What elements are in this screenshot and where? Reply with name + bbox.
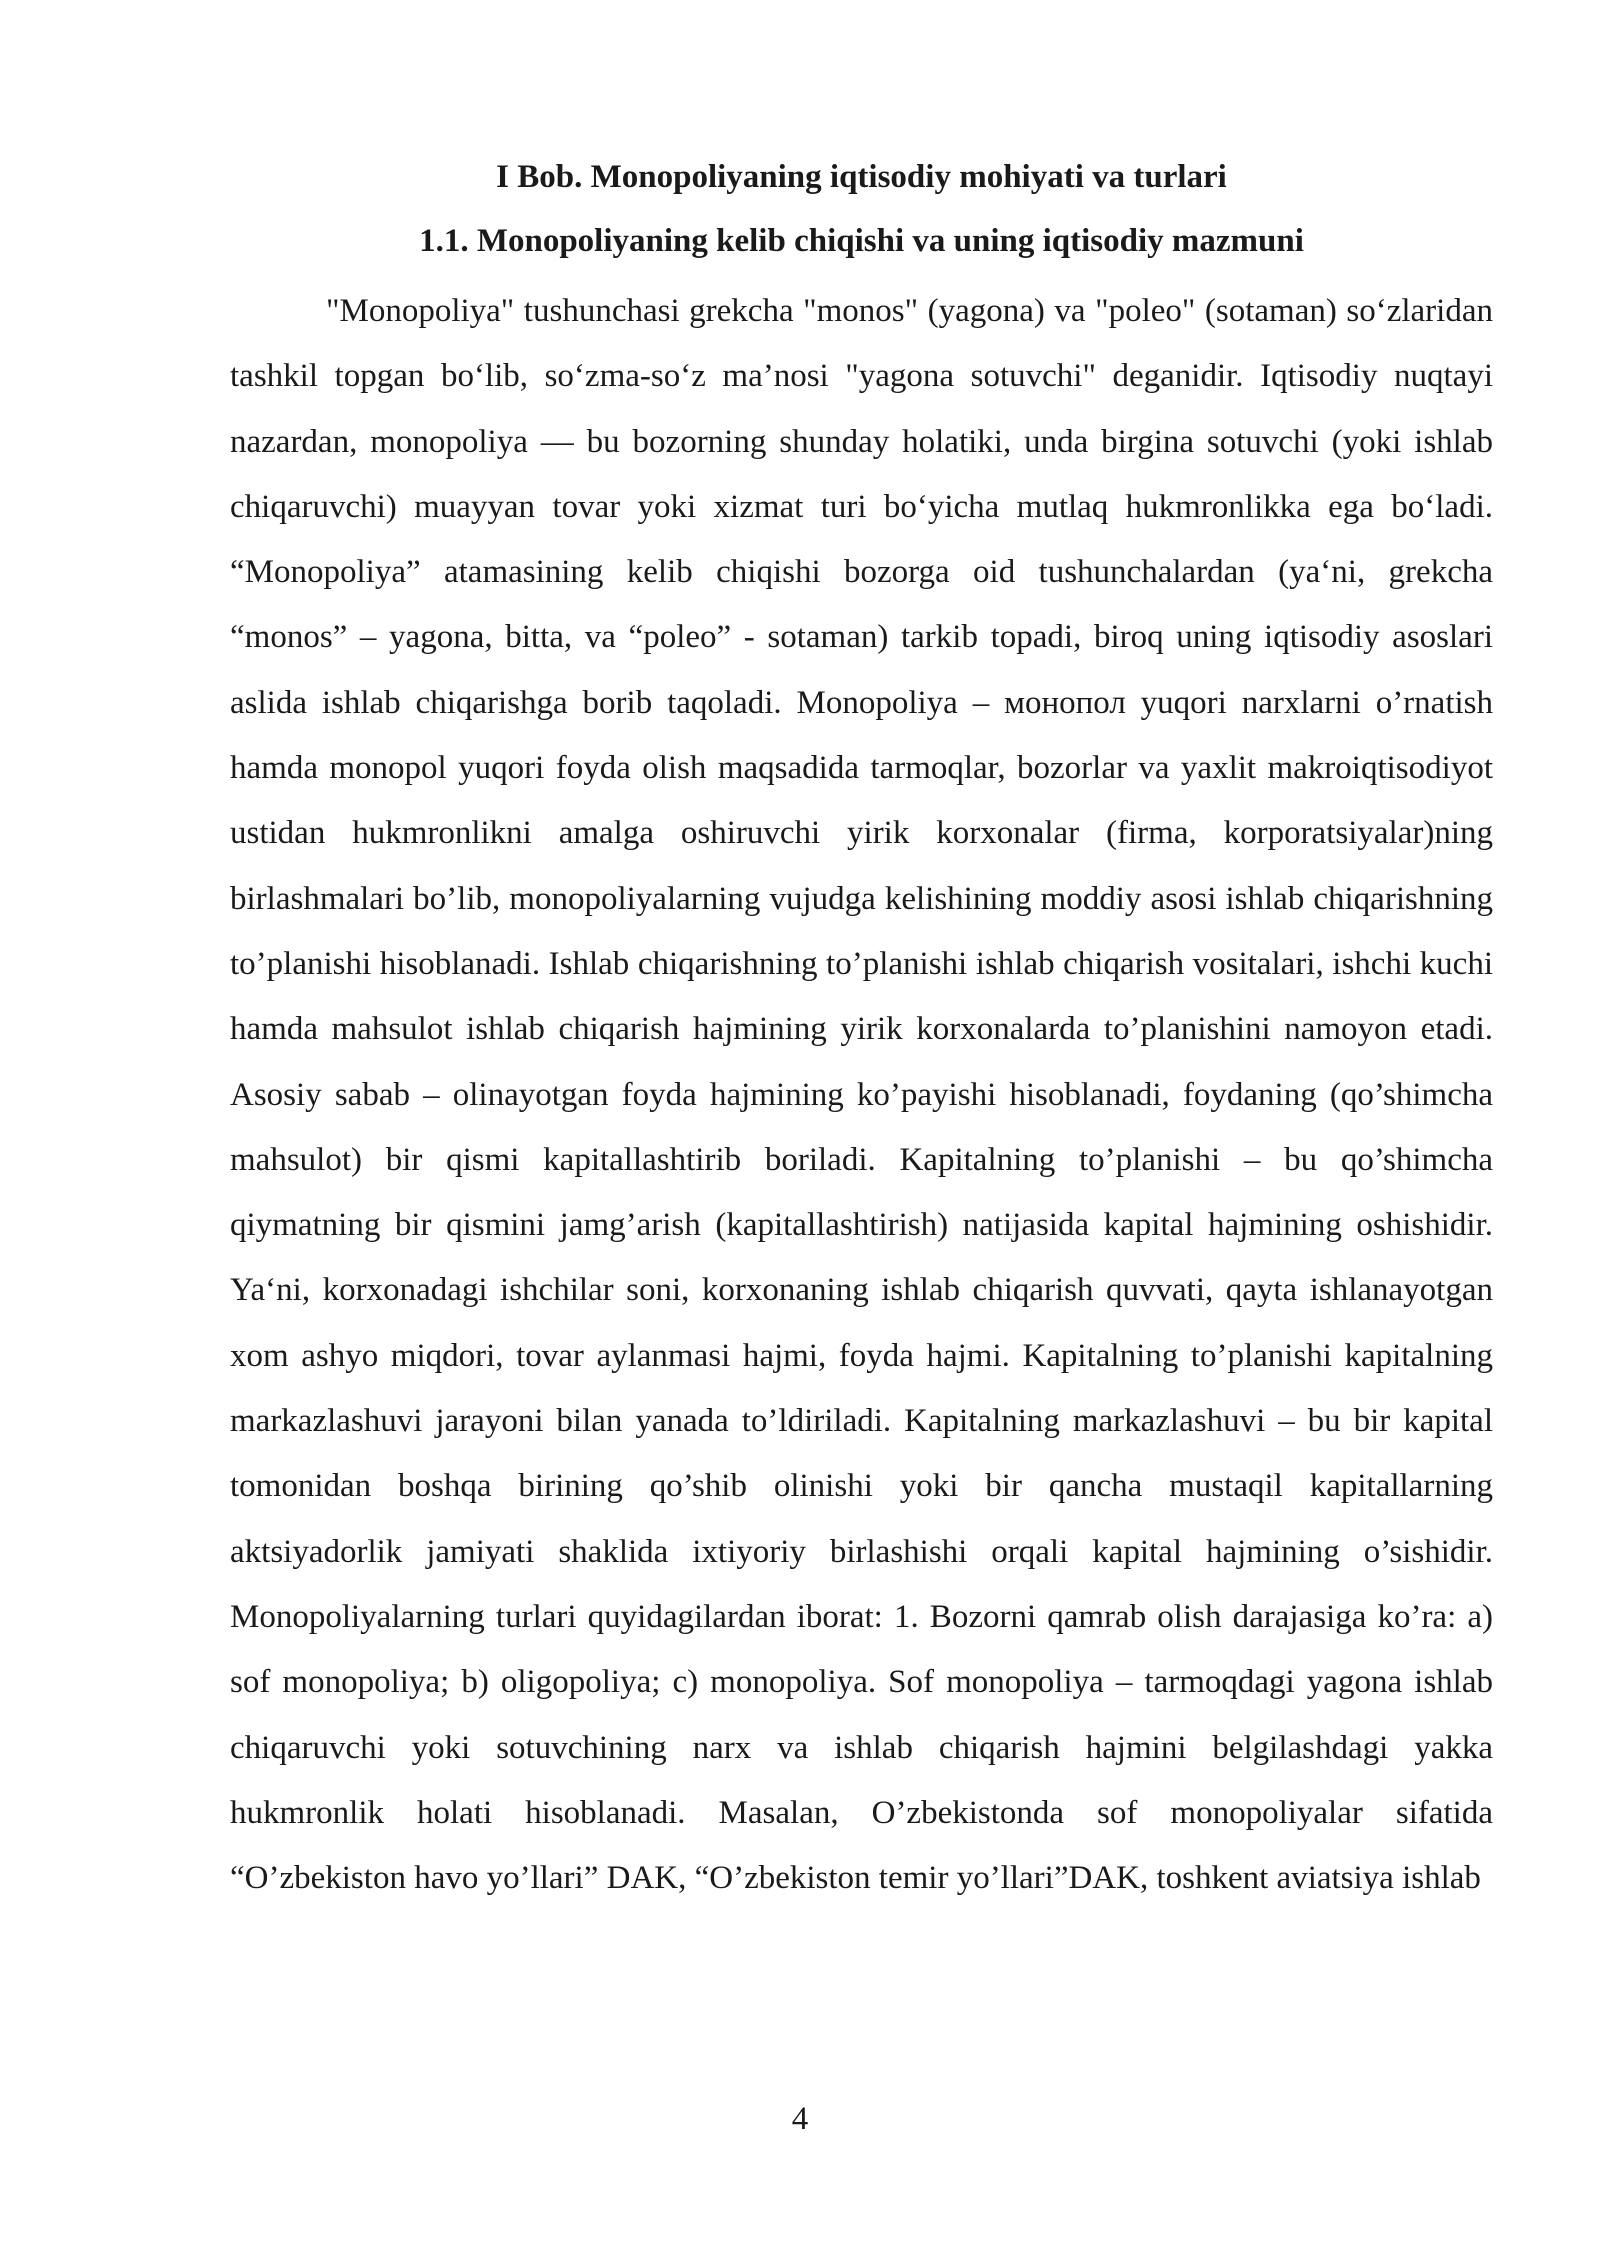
body-paragraph: "Monopoliya" tushunchasi grekcha "monos" (yagona) va "poleo" (sotaman) so‘zlaridan tashkil topgan bo‘lib, so‘zma-so‘z ma’nosi "yagona sotuvchi" deganidir. Iqtisodiy nuqtayi nazardan, monopoliya — bu bozorning shunday holatiki, unda birgina sotuvchi (yoki ishlab chiqaruvchi) muayyan tovar yoki xizmat turi bo‘yicha mutlaq hukmronlikka ega bo‘ladi. “Monopoliya” atamasining kelib chiqishi bozorga oid tushunchalardan (ya‘ni, grekcha “monos” – yagona, bitta, va “poleo” - sotaman) tarkib topadi, biroq uning iqtisodiy asoslari aslida ishlab chiqarishga borib taqoladi. Monopoliya – монопол yuqori narxlarni o’rnatish hamda monopol yuqori foyda olish maqsadida tarmoqlar, bozorlar va yaxlit makroiqtisodiyot ustidan hukmronlikni amalga oshiruvchi yirik korxonalar (firma, korporatsiyalar)ning birlashmalari bo’lib, monopoliyalarning vujudga kelishining moddiy asosi ishlab chiqarishning to’planishi hisoblanadi. Ishlab chiqarishning to’planishi ishlab chiqarish vositalari, ishchi kuchi hamda mahsulot ishlab chiqarish hajmining yirik korxonalarda to’planishini namoyon etadi. Asosiy sabab – olinayotgan foyda hajmining ko’payishi hisoblanadi, foydaning (qo’shimcha mahsulot) bir qismi kapitallashtirib boriladi. Kapitalning to’planishi – bu qo’shimcha qiymatning bir qismini jamg’arish (kapitallashtirish) natijasida kapital hajmining oshishidir. Ya‘ni, korxonadagi ishchilar soni, korxonaning ishlab chiqarish quvvati, qayta ishlanayotgan xom ashyo miqdori, tovar aylanmasi hajmi, foyda hajmi. Kapitalning to’planishi kapitalning markazlashuvi jarayoni bilan yanada to’ldiriladi. Kapitalning markazlashuvi – bu bir kapital tomonidan boshqa birining qo’shib olinishi yoki bir qancha mustaqil kapitallarning aktsiyadorlik jamiyati shaklida ixtiyoriy birlashishi orqali kapital hajmining o’sishidir. Monopoliyalarning turlari quyidagilardan iborat: 1. Bozorni qamrab olish darajasiga ko’ra: a) sof monopoliya; b) oligopoliya; c) monopoliya. Sof monopoliya – tarmoqdagi yagona ishlab chiqaruvchi yoki sotuvchining narx va ishlab chiqarish hajmini belgilashdagi yakka hukmronlik holati hisoblanadi. Masalan, O’zbekistonda sof monopoliyalar sifatida “O’zbekiston havo yo’llari” DAK, “O’zbekiston temir yo’llari”DAK, toshkent aviatsiya ishlab bbox=[230, 293, 1493, 1897]
section-title: 1.1. Monopoliyaning kelib chiqishi va uning iqtisodiy mazmuni bbox=[419, 223, 1304, 259]
chapter-title: I Bob. Monopoliyaning iqtisodiy mohiyati va turlari bbox=[496, 159, 1227, 195]
page-number: 4 bbox=[791, 2101, 809, 2137]
